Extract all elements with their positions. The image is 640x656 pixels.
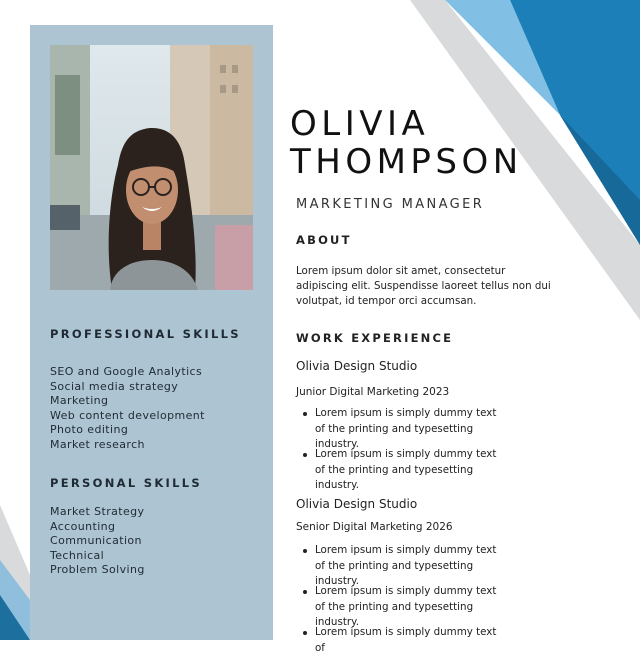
person-name [290,105,523,181]
personal-skill-item: Market Strategy [50,505,145,518]
job-bullet-text: Lorem ipsum is simply dummy text of the printing and typesetting industry. [315,448,497,491]
personal-skill-item: Technical [50,548,105,562]
bullet-dot-icon [303,412,307,416]
personal-skill-item: Communication [50,534,142,548]
job-role: Senior Digital Marketing 2026 [296,521,453,533]
about-heading: ABOUT [296,233,352,247]
job-bullet [296,447,526,491]
job-bullet-text: Lorem ipsum is simply dummy text of the printing and typesetting industry. [315,407,497,450]
bullet-dot-icon [303,453,307,457]
job-bullet [296,584,526,628]
professional-skills-heading: PROFESSIONAL SKILLS [50,327,241,341]
job-company: Olivia Design Studio [296,359,418,373]
job-company: Olivia Design Studio [296,497,418,511]
job-bullet [296,543,526,587]
bullet-dot-icon [303,549,307,553]
professional-skill-item: Market research [50,437,145,451]
about-text: Lorem ipsum dolor sit amet, consectetur adipiscing elit. Suspendisse laoreet tellus non dui volutpat, id tempor orci accumsan. [296,265,551,307]
job-bullets [296,543,526,654]
personal-skill-item: Problem Solving [50,563,145,577]
personal-skill-item: Accounting [50,519,116,533]
professional-skill-item: Social media strategy [50,379,179,393]
job-bullet-text: Lorem ipsum is simply dummy text of [315,626,497,654]
bullet-dot-icon [303,631,307,635]
job-bullet [296,406,526,450]
professional-skill-item: Web content development [50,408,205,422]
job-bullet-text: Lorem ipsum is simply dummy text of the printing and typesetting industry. [315,585,497,628]
professional-skill-item: Marketing [50,394,109,408]
last-name: THOMPSON [290,142,523,182]
work-experience-heading: WORK EXPERIENCE [296,331,454,345]
first-name: OLIVIA [290,104,430,144]
job-title: MARKETING MANAGER [296,197,485,212]
personal-skills-heading: PERSONAL SKILLS [50,476,202,490]
professional-skill-item: Photo editing [50,423,129,437]
job-bullet [296,625,526,654]
job-bullet-text: Lorem ipsum is simply dummy text of the printing and typesetting industry. [315,544,497,587]
professional-skill-item: SEO and Google Analytics [50,365,203,378]
bullet-dot-icon [303,590,307,594]
job-bullets [296,406,526,491]
job-role: Junior Digital Marketing 2023 [296,386,450,398]
